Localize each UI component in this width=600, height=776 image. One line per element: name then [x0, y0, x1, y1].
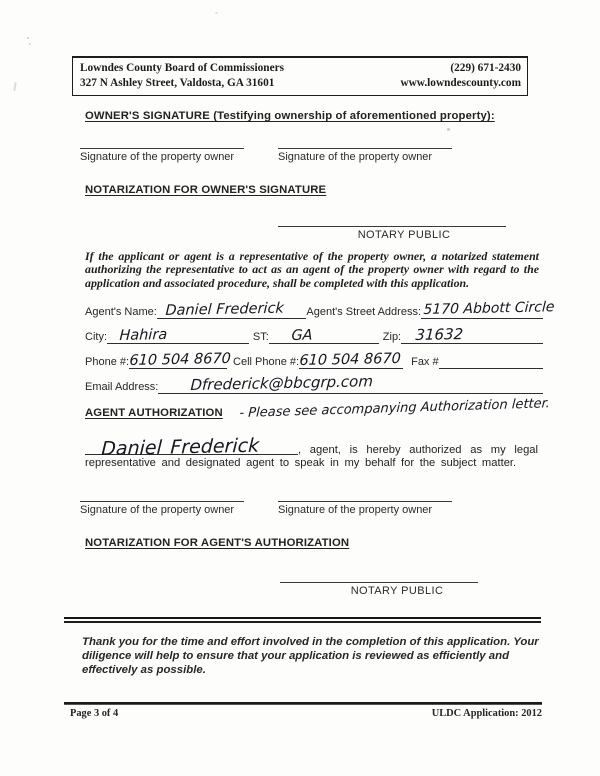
- agent-name-value: Daniel Frederick: [164, 300, 285, 319]
- state-field: [269, 324, 379, 344]
- org-address: 327 N Ashley Street, Valdosta, GA 31601: [80, 77, 275, 89]
- signature-label: Signature of the property owner: [278, 151, 433, 163]
- org-phone: (229) 671-2430: [450, 62, 521, 74]
- signature-label: Signature of the property owner: [278, 504, 433, 516]
- owner-signature-block: [80, 136, 542, 163]
- city-field: [107, 324, 249, 344]
- agent-authorization-heading: AGENT AUTHORIZATION: [85, 407, 223, 419]
- closing-note: Thank you for the time and effort involved in the completion of this application. Your diligence will help to ensure that your application is reviewed as efficiently and effectively as possible.: [82, 636, 539, 676]
- notary-public-label: NOTARY PUBLIC: [357, 229, 451, 241]
- agent-street-label: Agent's Street Address:: [306, 306, 421, 318]
- page-number: Page 3 of 4: [70, 708, 119, 719]
- signature-field-left: [80, 489, 244, 516]
- signature-label: Signature of the property owner: [80, 151, 235, 163]
- agent-street-field: [421, 299, 555, 319]
- email-label: Email Address:: [85, 381, 159, 393]
- agent-info-form: [85, 296, 555, 396]
- org-name: Lowndes County Board of Commissioners: [80, 62, 284, 74]
- agent-notice-paragraph: If the applicant or agent is a representative of the property owner, a notarized statement authorizing the representative to act as an agent of the property owner with regard to the application and associated procedure, shall be completed with this application.: [85, 249, 539, 290]
- footer-rule: [64, 702, 542, 705]
- agent-street-value: 5170 Abbott Circle: [423, 299, 555, 318]
- scan-artifact: [27, 37, 29, 39]
- signature-line: [80, 136, 244, 149]
- phone-label: Phone #:: [85, 356, 130, 368]
- email-value: Dfrederick@bbcgrp.com: [190, 372, 374, 394]
- scan-artifact: [13, 82, 16, 91]
- agent-city-row: [85, 321, 543, 344]
- fax-label: Fax #: [411, 356, 439, 368]
- signature-field-right: [278, 136, 452, 163]
- header-box: [72, 56, 528, 96]
- cell-phone-value: 610 504 8670: [299, 350, 402, 369]
- agent-name-signature-line: [85, 434, 298, 461]
- org-website: www.lowndescounty.com: [400, 77, 521, 89]
- notary-signature-line: [278, 215, 506, 227]
- agent-name-label: Agent's Name:: [85, 306, 157, 318]
- notary-signature-line: [280, 571, 478, 583]
- zip-value: 31632: [415, 324, 464, 344]
- header-left: [80, 61, 284, 91]
- notary-public-label: NOTARY PUBLIC: [350, 585, 444, 597]
- city-value: Hahira: [119, 326, 168, 344]
- header-right: [400, 61, 521, 91]
- signature-field-right: [278, 489, 452, 516]
- scan-artifact: [447, 128, 450, 131]
- agent-name-row: [85, 296, 555, 319]
- agent-phone-row: [85, 346, 543, 369]
- phone-value: 610 504 8670: [129, 350, 232, 369]
- scan-artifact: [215, 12, 218, 14]
- cell-phone-field: [299, 349, 403, 369]
- agent-name-field: [157, 299, 307, 319]
- notary-block-owner: [278, 215, 506, 241]
- authorization-statement: [85, 434, 538, 470]
- authorization-statement-text: , agent, is hereby authorized as my legal representative and designated agent to speak in my behalf for the subject matter.: [85, 444, 538, 469]
- zip-field: [401, 324, 543, 344]
- state-label: ST:: [252, 331, 269, 343]
- agent-name-handwritten: Daniel Frederick: [100, 434, 260, 461]
- footer: [70, 708, 542, 719]
- notarization-owner-heading: NOTARIZATION FOR OWNER'S SIGNATURE: [85, 184, 327, 196]
- phone-field: [129, 349, 232, 369]
- signature-line: [278, 136, 452, 149]
- signature-label: Signature of the property owner: [80, 504, 235, 516]
- zip-label: Zip:: [382, 331, 402, 343]
- owners-signature-heading: OWNER'S SIGNATURE (Testifying ownership of aforementioned property):: [85, 110, 495, 122]
- document-reference: ULDC Application: 2012: [431, 708, 542, 719]
- section-divider-rule: [64, 617, 541, 623]
- email-field: [158, 374, 543, 394]
- signature-line: [278, 489, 452, 502]
- signature-line: [80, 489, 244, 502]
- city-label: City:: [85, 331, 107, 343]
- signature-field-left: [80, 136, 244, 163]
- agent-authorization-heading-row: [85, 396, 551, 421]
- agent-email-row: [85, 371, 543, 394]
- authorization-handwritten-note: - Please see accompanying Authorization letter.: [238, 396, 551, 421]
- agent-signature-block: [80, 489, 542, 516]
- cell-phone-label: Cell Phone #:: [233, 356, 300, 368]
- notary-block-agent: [280, 571, 478, 597]
- scan-artifact: [29, 43, 31, 45]
- fax-field: [439, 349, 543, 369]
- state-value: GA: [290, 327, 313, 344]
- notarization-agent-heading: NOTARIZATION FOR AGENT'S AUTHORIZATION: [85, 537, 350, 549]
